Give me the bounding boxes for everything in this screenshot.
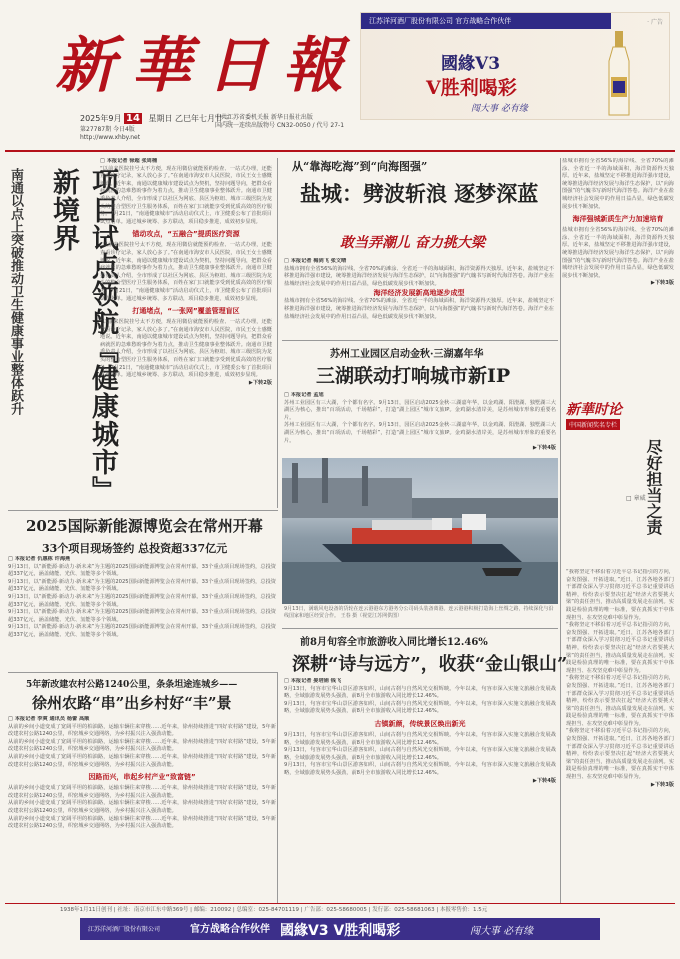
commentary-byline: □ 章威 [626,495,646,502]
lead-headline: 项目试点领航『健康城市』新境界 [48,168,118,491]
suzhou-kicker: 苏州工业园区启动金秋·三湖嘉年华 [330,349,484,360]
expo-subhead: 33个项目现场签约 总投资超337亿元 [42,542,228,555]
tourism-body: □ 本报记者 晏培娟 钱飞 9月13日，句容市宝华山景区游客如织，山间古刹与自然风光交相辉映。今年以来，句容市深入实施文旅融合发展战略，全域旅游发展势头强劲，前8月全市旅游收入同比增长12.46%。 9月13日，句容市宝华山景区游客如织，山间古刹与自然风光交相辉映。今年以来，句容市深入实施文旅融合发展战略，全域旅游发展势头强劲，前8月全市旅游收入同比增长12.46%。 古镇新颜，传统景区焕出新光 9月13日，句容市宝华山景区游客如织，山间古刹与自然风光交相辉映。今年以来，句容市深入实施文旅融合发展战略，全域旅游发展势头强劲，前8月全市旅游收入同比增长12.46%。 9月13日，句容市宝华山景区游客如织，山间古刹与自然风光交相辉映。今年以来，句容市深入实施文旅融合发展战略，全域旅游发展势头强劲，前8月全市旅游收入同比增长12.46%。 9月13日，句容市宝华山景区游客如织，山间古刹与自然风光交相辉映。今年以来，句容市深入实施文旅融合发展战略，全域旅游发展势头强劲，前8月全市旅游收入同比增长12.46%。 ▶下转4版 [284,678,556,784]
yancheng-kicker: 从“靠海吃海”到“向海图强” [292,160,428,173]
port-photo[interactable] [282,458,558,604]
ad-slogan: 闯大事 必有缘 [471,104,528,114]
column-divider-right [560,158,561,904]
section-divider [8,672,278,673]
lead-story-body [100,158,272,508]
lead-body-3: “以前来医院挂号太不方便，现在用微信就能预约检查、一站式办理，还能查看诊疗记录，家人放心多了。”在南通市海安市人民医院，市民王女士感慨地说。近年来，南通以健康城市建设试点为契机，坚持问题导向，把群众看病就医的急难愁盼事作为着力点，推动卫生健康事业整体跃升。南通市卫健委负责人介绍，全市形成了以社区为网底、县区为枢纽、城市三级医院为龙头的整合型医疗卫生服务体系，百姓在家门口就能享受到优质高效的医疗服务。7月21日，“南通健康城市”活动启动仪式上，市卫健委公布了首批项目试点名单。通过城乡统筹、多方联动，项目稳步推进，成效初步显现。 [100,319,272,379]
website-link[interactable]: http://www.xhby.net [80,134,141,141]
footer-rule [5,903,675,904]
yancheng-headline: 盐城：劈波斩浪 逐梦深蓝 [300,181,539,206]
publisher-info: 中共江苏省委机关报 新华日报社出版 国内统一连续出版物号 CN32-0050 / 代号 27-1 [215,114,345,129]
commentary-column [566,399,674,901]
bottom-ad-slogan: 闯大事 必有缘 [470,926,534,937]
lead-subhead: 南通以点上突破推动卫生健康事业整体跃升 [8,168,23,415]
commentary-logo: 新華时论 中国新闻奖名专栏 [566,402,622,429]
suzhou-continued[interactable]: ▶下转4版 [532,445,556,452]
suzhou-body: □ 本报记者 孟旭 苏州工业园区有三大湖，个个都有名字。9月13日，园区启动2025金秋·三湖嘉年华，以金鸡湖、阳澄湖、独墅湖三大湖区为核心，推出“百项活动，千场精彩”，打造“湖上园区”城市文旅IP。金鸡湖水清岸美，是苏州城市形象的重要名片。 苏州工业园区有三大湖，个个都有名字。9月13日，园区启动2025金秋·三湖嘉年华，以金鸡湖、阳澄湖、独墅湖三大湖区为核心，推出“百项活动，千场精彩”，打造“湖上园区”城市文旅IP。金鸡湖水清岸美，是苏州城市形象的重要名片。 ▶下转4版 [284,392,556,452]
lead-section-1: 锚动攻点，“五融合”提质医疗资源 [132,230,240,239]
roads-sub-1: 因路而兴，串起乡村产业“致富链” [88,773,196,782]
yancheng-sub-2: 海洋强城新质生产力加速培育 [572,215,664,224]
roads-body: □ 本报记者 李爽 通讯员 杨蕾 高顺 从前的乡间小道变成了宽阔平坦的柏油路，运输车辆往来穿梭……近年来，徐州持续推进“四好农村路”建设，5年新改建农村公路1240公里，织密城乡交通网络，为乡村振兴注入强劲动能。 从前的乡间小道变成了宽阔平坦的柏油路，运输车辆往来穿梭……近年来，徐州持续推进“四好农村路”建设，5年新改建农村公路1240公里，织密城乡交通网络，为乡村振兴注入强劲动能。 从前的乡间小道变成了宽阔平坦的柏油路，运输车辆往来穿梭……近年来，徐州持续推进“四好农村路”建设，5年新改建农村公路1240公里，织密城乡交通网络，为乡村振兴注入强劲动能。 因路而兴，串起乡村产业“致富链” 从前的乡间小道变成了宽阔平坦的柏油路，运输车辆往来穿梭……近年来，徐州持续推进“四好农村路”建设，5年新改建农村公路1240公里，织密城乡交通网络，为乡村振兴注入强劲动能。 从前的乡间小道变成了宽阔平坦的柏油路，运输车辆往来穿梭……近年来，徐州持续推进“四好农村路”建设，5年新改建农村公路1240公里，织密城乡交通网络，为乡村振兴注入强劲动能。 从前的乡间小道变成了宽阔平坦的柏油路，运输车辆往来穿梭……近年来，徐州持续推进“四好农村路”建设，5年新改建农村公路1240公里，织密城乡交通网络，为乡村振兴注入强劲动能。 [8,716,276,830]
tourism-kicker: 前8月旬容全市旅游收入同比增长12.46% [300,637,488,648]
issue-day: 14 [126,113,140,124]
cargo-ship-icon [282,458,558,604]
yancheng-continued[interactable]: ▶下转3版 [650,280,674,287]
roads-headline: 徐州农路“串”出乡村好“丰”景 [32,694,232,712]
bottom-ad-main: 國緣V3 V胜利喝彩 [280,923,401,939]
bottom-advertisement[interactable] [80,918,600,940]
tourism-sub-1: 古镇新颜，传统景区焕出新光 [374,719,466,728]
top-advertisement[interactable] [360,12,670,120]
ad-sub-text: V胜利喝彩 [426,77,517,99]
issue-date: 2025年9月 14 星期日 乙巳年七月廿三 [80,113,232,124]
ad-header: 江苏洋河酒厂股份有限公司 官方战略合作伙伴 [361,13,611,29]
masthead [0,0,680,150]
yancheng-body: □ 本报记者 梅剑飞 张文晴 盐城市拥有全省56%的海岸线、全省70%的滩涂、全省近一半的海域面积，海洋资源得天独厚。近年来，盐城坚定不移推进海洋强市建设，统筹推进海洋经济发展与海洋生态保护，以“向海图强”的气魄书写新时代海洋答卷。海洋产业在盐城经济社会发展中的作用日益凸显，绿色低碳发展步伐不断加快。 海洋经济发展新高地逐步成型 盐城市拥有全省56%的海岸线、全省70%的滩涂、全省近一半的海域面积，海洋资源得天独厚。近年来，盐城坚定不移推进海洋强市建设，统筹推进海洋经济发展与海洋生态保护，以“向海图强”的气魄书写新时代海洋答卷。海洋产业在盐城经济社会发展中的作用日益凸显，绿色低碳发展步伐不断加快。 [284,258,554,320]
suzhou-headline: 三湖联动打响城市新IP [316,365,511,387]
bottom-ad-partner: 官方战略合作伙伴 [190,924,270,935]
commentary-title: 尽好担当之责 [644,439,663,535]
photo-caption: 9月13日，满载风电设备的货轮在连云港港东方港务分公司码头装备离港。连云港港积极打造海上丝绸之路，持续深化与沿线国家和地区经贸合作。 王春 摄（视觉江苏网供图） [284,606,554,619]
lead-body-1: “以前来医院挂号太不方便，现在用微信就能预约检查、一站式办理，还能查看诊疗记录，家人放心多了。”在南通市海安市人民医院，市民王女士感慨地说。近年来，南通以健康城市建设试点为契机，坚持问题导向，把群众看病就医的急难愁盼事作为着力点，推动卫生健康事业整体跃升。南通市卫健委负责人介绍，全市形成了以社区为网底、县区为枢纽、城市三级医院为龙头的整合型医疗卫生服务体系，百姓在家门口就能享受到优质高效的医疗服务。7月21日，“南通健康城市”活动启动仪式上，市卫健委公布了首批项目试点名单。通过城乡统筹、多方联动，项目稳步推进，成效初步显现。 [100,165,272,225]
yancheng-banner: 敢当弄潮儿 奋力挑大梁 [340,235,485,251]
lead-section-2: 打通堵点，“一张网”覆盖管理盲区 [132,307,240,316]
section-divider [282,628,558,629]
commentary-continued[interactable]: ▶下转3版 [650,781,674,788]
commentary-logo-sub: 中国新闻奖名专栏 [566,419,620,430]
lead-byline: □ 本报记者 徐超 张周楠 [100,158,158,164]
section-divider [8,510,278,511]
footer-info: 1938年1月11日创刊 | 社址：南京市江东中路369号 | 邮编：210092 | 总编室：025-84701119 | 广告部：025-58680005 | 发行部：025-58681063 | 本报零售价：1.5元 [60,907,488,913]
expo-body: □ 本报记者 仇惠栋 许海燕 9月13日，以“新能源·新动力·新未来”为主题的2025国际新能源博览会在常州开幕。33个重点项目现场签约，总投资超337亿元，涵盖储能、光伏、氢能等多个领域。 9月13日，以“新能源·新动力·新未来”为主题的2025国际新能源博览会在常州开幕。33个重点项目现场签约，总投资超337亿元，涵盖储能、光伏、氢能等多个领域。 9月13日，以“新能源·新动力·新未来”为主题的2025国际新能源博览会在常州开幕。33个重点项目现场签约，总投资超337亿元，涵盖储能、光伏、氢能等多个领域。 9月13日，以“新能源·新动力·新未来”为主题的2025国际新能源博览会在常州开幕。33个重点项目现场签约，总投资超337亿元，涵盖储能、光伏、氢能等多个领域。 9月13日，以“新能源·新动力·新未来”为主题的2025国际新能源博览会在常州开幕。33个重点项目现场签约，总投资超337亿元，涵盖储能、光伏、氢能等多个领域。 [8,556,276,638]
ad-tag: · 广告 [647,19,663,26]
yancheng-body-right: 盐城市拥有全省56%的海岸线、全省70%的滩涂、全省近一半的海域面积，海洋资源得天独厚。近年来，盐城坚定不移推进海洋强市建设，统筹推进海洋经济发展与海洋生态保护，以“向海图强”的气魄书写新时代海洋答卷。海洋产业在盐城经济社会发展中的作用日益凸显，绿色低碳发展步伐不断加快。 海洋强城新质生产力加速培育 盐城市拥有全省56%的海岸线、全省70%的滩涂、全省近一半的海域面积，海洋资源得天独厚。近年来，盐城坚定不移推进海洋强市建设，统筹推进海洋经济发展与海洋生态保护，以“向海图强”的气魄书写新时代海洋答卷。海洋产业在盐城经济社会发展中的作用日益凸显，绿色低碳发展步伐不断加快。 ▶下转3版 [562,158,674,287]
ad-main-text: 國緣V3 [441,54,501,74]
bottom-ad-company: 江苏洋河酒厂股份有限公司 [88,926,161,933]
commentary-body: “我将坚定不移沿着习近平总书记指引的方向，奋发图强、开拓进取。”近日，江苏各地各部门干部群众深入学习贯彻习近平总书记重要讲话精神，纷纷表示要坚决扛起“经济大省要挑大梁”的责任担当，推动高质量发展走在前列。实践是检验真理的唯一标准，要在真抓实干中体现担当、在攻坚克难中彰显作为。 “我将坚定不移沿着习近平总书记指引的方向，奋发图强、开拓进取。”近日，江苏各地各部门干部群众深入学习贯彻习近平总书记重要讲话精神，纷纷表示要坚决扛起“经济大省要挑大梁”的责任担当，推动高质量发展走在前列。实践是检验真理的唯一标准，要在真抓实干中体现担当、在攻坚克难中彰显作为。 “我将坚定不移沿着习近平总书记指引的方向，奋发图强、开拓进取。”近日，江苏各地各部门干部群众深入学习贯彻习近平总书记重要讲话精神，纷纷表示要坚决扛起“经济大省要挑大梁”的责任担当，推动高质量发展走在前列。实践是检验真理的唯一标准，要在真抓实干中体现担当、在攻坚克难中彰显作为。 “我将坚定不移沿着习近平总书记指引的方向，奋发图强、开拓进取。”近日，江苏各地各部门干部群众深入学习贯彻习近平总书记重要讲话精神，纷纷表示要坚决扛起“经济大省要挑大梁”的责任担当，推动高质量发展走在前列。实践是检验真理的唯一标准，要在真抓实干中体现担当、在攻坚克难中彰显作为。 ▶下转3版 [566,569,674,788]
expo-headline: 2025国际新能源博览会在常州开幕 [26,517,263,535]
tourism-headline: 深耕“诗与远方”，收获“金山银山” [292,654,568,675]
issue-info: 第27787期 今日4版 http://www.xhby.net [80,126,141,141]
roads-kicker: 5年新改建农村公路1240公里，条条坦途连城乡—— [26,680,238,690]
newspaper-title: 新華日報 [55,31,359,101]
column-divider [277,672,278,904]
section-divider [282,340,558,341]
yancheng-sub-1: 海洋经济发展新高地逐步成型 [373,289,465,298]
masthead-rule [5,150,675,152]
liquor-bottle-icon [599,31,639,117]
lead-body-2: “以前来医院挂号太不方便，现在用微信就能预约检查、一站式办理，还能查看诊疗记录，家人放心多了。”在南通市海安市人民医院，市民王女士感慨地说。近年来，南通以健康城市建设试点为契机，坚持问题导向，把群众看病就医的急难愁盼事作为着力点，推动卫生健康事业整体跃升。南通市卫健委负责人介绍，全市形成了以社区为网底、县区为枢纽、城市三级医院为龙头的整合型医疗卫生服务体系，百姓在家门口就能享受到优质高效的医疗服务。7月21日，“南通健康城市”活动启动仪式上，市卫健委公布了首批项目试点名单。通过城乡统筹、多方联动，项目稳步推进，成效初步显现。 [100,242,272,302]
column-divider [277,158,278,508]
tourism-continued[interactable]: ▶下转4版 [532,777,556,784]
lead-continued[interactable]: ▶下转2版 [248,379,272,386]
